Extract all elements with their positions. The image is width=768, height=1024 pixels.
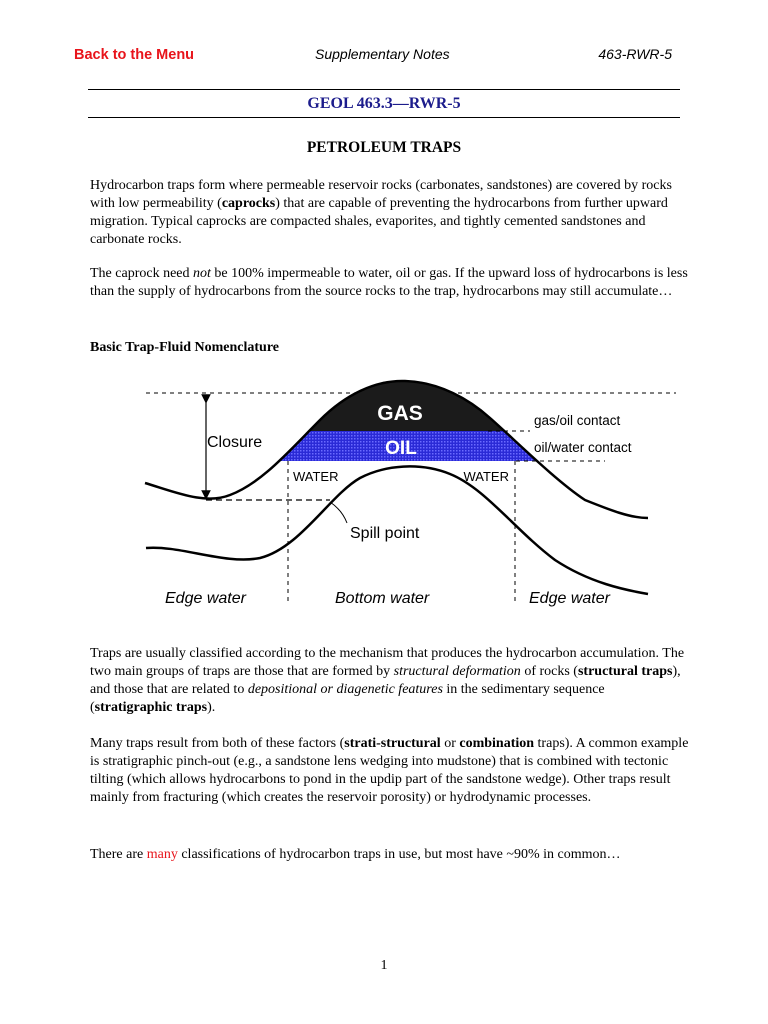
paragraph-2: The caprock need not be 100% impermeable to water, oil or gas. If the upward loss of hydrocarbons is less than the supply of hydrocarbons from the source rocks to the trap, hydrocarbons may still accumulate… <box>90 266 688 299</box>
water-label-left: WATER <box>293 469 339 484</box>
edge-water-right-label: Edge water <box>529 590 610 607</box>
page-title: PETROLEUM TRAPS <box>306 139 462 156</box>
header-doc-code: 463-RWR-5 <box>598 46 672 62</box>
paragraph-3: Traps are usually classified according to the mechanism that produces the hydrocarbon accumulation. The two main groups of traps are those that are formed by structural deformation of rocks (structural traps), and those that are related to depositional or diagenetic features in the sedimentary sequence (stratigraphic traps). <box>90 646 685 715</box>
oil-water-contact-label: oil/water contact <box>534 440 632 455</box>
back-to-menu-link[interactable]: Back to the Menu <box>74 47 195 63</box>
bottom-water-label: Bottom water <box>335 590 430 607</box>
water-label-right: WATER <box>463 469 509 484</box>
many-emphasis: many <box>146 847 178 862</box>
structural-traps-term: structural traps <box>577 664 673 679</box>
paragraph-4: Many traps result from both of these factors (strati-structural or combination traps). A common example is stratigraphic pinch-out (e.g., a sandstone lens wedging into mudstone) that is combined with tectonic tilting (which allows hydrocarbons to pond in the updip part of the sandstone wedge). Other traps result mainly from fracturing (which creates the reservoir porosity) or hydrodynamic processes. <box>90 736 689 805</box>
header-center-text: Supplementary Notes <box>315 46 450 62</box>
closure-label: Closure <box>207 434 263 451</box>
caprocks-term: caprocks <box>221 196 276 211</box>
gas-oil-contact-label: gas/oil contact <box>534 413 621 428</box>
oil-label: OIL <box>385 438 417 459</box>
paragraph-5: There are many classifications of hydrocarbon traps in use, but most have ~90% in common… <box>90 847 621 862</box>
emphasis-not: not <box>193 266 211 281</box>
paragraph-1: Hydrocarbon traps form where permeable reservoir rocks (carbonates, sandstones) are covered by rocks with low permeability (caprocks) that are capable of preventing the hydrocarbons from further upward migration. Typical caprocks are compacted shales, evaporites, and tightly cemented sandstones and carbonate rocks. <box>90 178 672 247</box>
combination-term: combination <box>459 736 535 751</box>
page-number: 1 <box>380 958 388 973</box>
stratigraphic-traps-term: stratigraphic traps <box>94 700 208 715</box>
course-code: GEOL 463.3—RWR-5 <box>307 95 461 112</box>
strati-structural-term: strati-structural <box>344 736 441 751</box>
edge-water-left-label: Edge water <box>165 590 246 607</box>
section-subheading: Basic Trap-Fluid Nomenclature <box>90 340 279 355</box>
gas-label: GAS <box>377 402 423 425</box>
spill-point-label: Spill point <box>350 525 420 542</box>
